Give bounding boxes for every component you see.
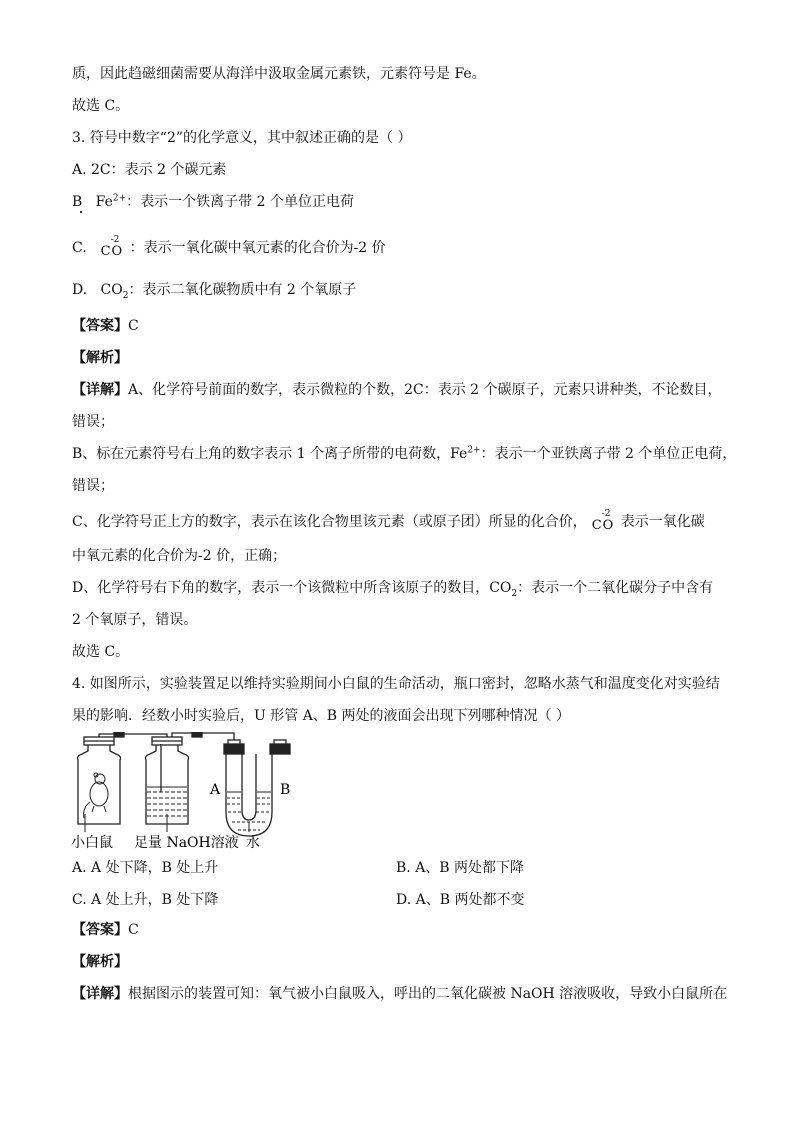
formula-subscript: 2 <box>511 588 518 599</box>
text-line: 质，因此趋磁细菌需要从海洋中汲取金属元素铁，元素符号是 Fe。 <box>72 66 486 82</box>
detail-text: 根据图示的装置可知：氧气被小白鼠吸入，呼出的二氧化碳被 NaOH 溶液吸收，导致小白鼠所在 <box>128 986 728 1002</box>
detail-text: B、标在元素符号右上角的数字表示 1 个离子所带的电荷数，Fe <box>72 446 468 462</box>
detail-text: 表示一氧化碳 <box>620 514 705 530</box>
detail-text: ：表示一个亚铁离子带 2 个单位正电荷， <box>480 446 737 462</box>
detail-text: D、化学符号右下角的数字，表示一个该微粒中所含该原子的数目，CO <box>72 580 512 596</box>
detail-tag: 【详解】 <box>72 986 128 1002</box>
ion-charge: 2+ <box>467 445 481 456</box>
detail-paragraph-c <box>72 509 705 533</box>
formula-subscript: 2 <box>122 290 129 301</box>
question-3-stem: 3. 符号中数字“2”的化学意义，其中叙述正确的是（ ） <box>72 130 412 146</box>
answer-value: C <box>128 318 139 334</box>
u-tube-label-b: B <box>280 782 291 798</box>
detail-paragraph-b <box>72 444 736 464</box>
question-4-stem: 4. 如图所示，实验装置足以维持实验期间小白鼠的生命活动，瓶口密封，忽略水蒸气和温度变化对实验结 <box>72 676 720 692</box>
option-text: ：表示二氧化碳物质中有 2 个氧原子 <box>128 282 357 298</box>
text-line: 2 个氧原子，错误。 <box>72 612 198 628</box>
question-4-stem-cont: 果的影响．经数小时实验后，U 形管 A、B 两处的液面会出现下列哪种情况（ ） <box>72 708 570 724</box>
valence-value: -2 <box>110 235 120 245</box>
ion-symbol: Fe <box>95 194 113 210</box>
dot-mark <box>80 211 82 213</box>
text-line: 故选 C。 <box>72 98 130 114</box>
q4-option-b: B. A、B 两处都下降 <box>396 860 525 876</box>
detail-paragraph-a <box>72 380 722 400</box>
text-line: 错误； <box>72 414 114 430</box>
valence-formula <box>590 509 618 533</box>
ion-charge: 2+ <box>112 193 127 204</box>
answer-tag: 【答案】 <box>72 318 128 334</box>
text-line: 中氧元素的化合价为-2 价，正确； <box>72 548 287 564</box>
detail-tag: 【详解】 <box>72 382 128 398</box>
valence-value: -2 <box>601 509 611 519</box>
q4-option-d: D. A、B 两处都不变 <box>396 892 525 908</box>
answer-line <box>72 920 139 940</box>
caption-water: 水 <box>246 835 260 851</box>
formula-symbol: CO <box>100 282 123 298</box>
q3-option-b <box>72 192 354 212</box>
detail-paragraph <box>72 984 727 1004</box>
naoh-bottle <box>146 744 189 824</box>
formula-symbol: CO <box>100 244 124 259</box>
option-text: ：表示一个铁离子带 2 个单位正电荷 <box>126 194 354 210</box>
q4-option-a: A. A 处下降，B 处上升 <box>72 860 219 876</box>
analysis-tag: 【解析】 <box>72 350 128 366</box>
caption-mouse: 小白鼠 <box>71 835 113 851</box>
answer-value: C <box>128 922 139 938</box>
detail-text: A、化学符号前面的数字，表示微粒的个数，2C：表示 2 个碳原子，元素只讲种类，不论数目， <box>128 382 722 398</box>
option-letter: B <box>72 194 83 210</box>
caption-naoh: 足量 NaOH溶液 <box>134 835 239 851</box>
q4-option-c: C. A 处上升，B 处下降 <box>72 892 219 908</box>
q3-option-a: A. 2C：表示 2 个碳元素 <box>72 162 227 178</box>
detail-text: ：表示一个二氧化碳分子中含有 <box>517 580 714 596</box>
q3-option-d <box>72 280 356 300</box>
u-tube-label-a: A <box>210 782 221 798</box>
option-letter: D. <box>72 282 88 298</box>
detail-paragraph-d <box>72 578 713 598</box>
formula-symbol: CO <box>591 518 615 533</box>
q3-option-c <box>72 235 386 259</box>
answer-line <box>72 316 139 336</box>
answer-tag: 【答案】 <box>72 922 128 938</box>
text-line: 错误； <box>72 478 114 494</box>
figure-captions <box>66 832 306 854</box>
mouse-icon <box>84 773 108 818</box>
option-text: ：表示一氧化碳中氧元素的化合价为-2 价 <box>129 240 386 256</box>
valence-formula <box>99 235 127 259</box>
option-letter: C. <box>72 240 87 256</box>
naoh-liquid <box>147 787 187 816</box>
text-line: 故选 C。 <box>72 644 130 660</box>
analysis-tag: 【解析】 <box>72 954 128 970</box>
detail-text: C、化学符号正上方的数字，表示在该化合物里该元素（或原子团）所显的化合价， <box>72 514 587 530</box>
